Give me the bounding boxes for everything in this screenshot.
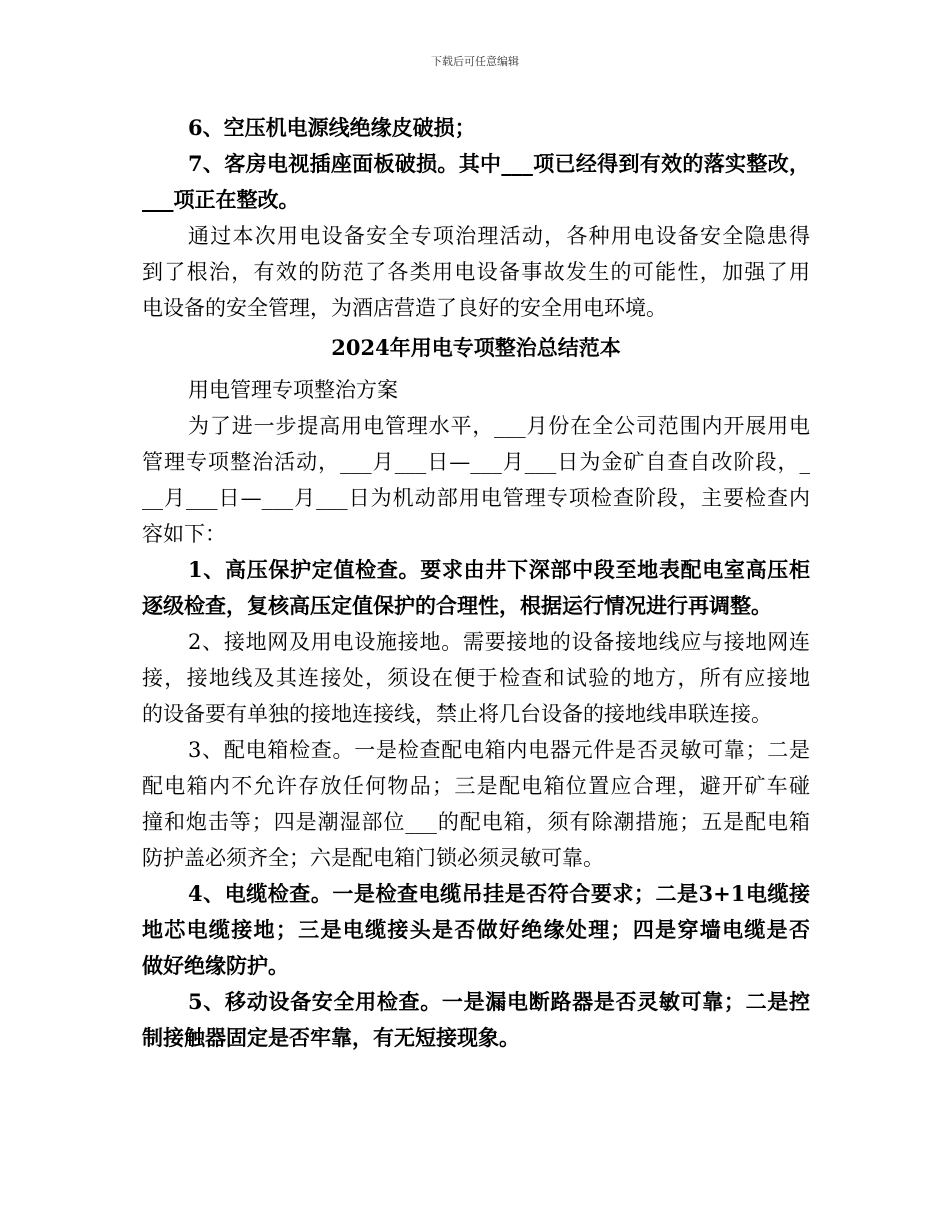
check-4-line-1: 4、电缆检查。一是检查电缆吊挂是否符合要求；二是3+1电缆接 [188,881,810,906]
check-2-line-1: 2、接地网及用电设施接地。需要接地的设备接地线应与接地网连 [188,630,810,654]
item-7-line-1: 7、客房电视插座面板破损。其中___项已经得到有效的落实整改， [188,151,810,176]
intro-line-1: 为了进一步提高用电管理水平，___月份在全公司范围内开展用电 [188,414,810,438]
check-3-line-1: 3、配电箱检查。一是检查配电箱内电器元件是否灵敏可靠；二是 [188,738,810,762]
check-5-line-2: 制接触器固定是否牢靠，有无短接现象。 [142,1025,520,1050]
intro-line-3: __月___日—___月___日为机动部用电管理专项检查阶段，主要检查内 [142,486,810,510]
item-6: 6、空压机电源线绝缘皮破损； [188,115,476,140]
plan-subtitle: 用电管理专项整治方案 [188,378,398,402]
document-body [142,110,810,1056]
check-3-line-2: 配电箱内不允许存放任何物品；三是配电箱位置应合理，避开矿车碰 [142,774,810,798]
check-5-line-1: 5、移动设备安全用检查。一是漏电断路器是否灵敏可靠；二是控 [188,989,810,1014]
document-title: 2024年用电专项整治总结范本 [331,335,621,360]
summary-line-1: 通过本次用电设备安全专项治理活动，各种用电设备安全隐患得 [188,224,810,248]
check-4-line-3: 做好绝缘防护。 [142,953,289,978]
check-1-line-2: 逐级检查，复核高压定值保护的合理性，根据运行情况进行再调整。 [142,593,772,618]
check-4-line-2: 地芯电缆接地；三是电缆接头是否做好绝缘处理；四是穿墙电缆是否 [142,917,810,942]
check-3-line-3: 撞和炮击等；四是潮湿部位___的配电箱，须有除潮措施；五是配电箱 [142,810,810,834]
summary-line-2: 到了根治，有效的防范了各类用电设备事故发生的可能性，加强了用 [142,260,810,284]
check-3-line-4: 防护盖必须齐全；六是配电箱门锁必须灵敏可靠。 [142,846,604,870]
intro-line-2: 管理专项整治活动，___月___日—___月___日为金矿自查自改阶段，_ [142,450,810,474]
intro-line-4: 容如下： [142,522,226,546]
page-header: 下载后可任意编辑 [431,55,519,68]
check-2-line-2: 接，接地线及其连接处，须设在便于检查和试验的地方，所有应接地 [142,666,810,690]
check-2-line-3: 的设备要有单独的接地连接线，禁止将几台设备的接地线串联连接。 [142,702,772,726]
summary-line-3: 电设备的安全管理，为酒店营造了良好的安全用电环境。 [142,296,667,320]
check-1-line-1: 1、高压保护定值检查。要求由井下深部中段至地表配电室高压柜 [188,557,810,582]
item-7-line-2: ___项正在整改。 [142,187,300,212]
